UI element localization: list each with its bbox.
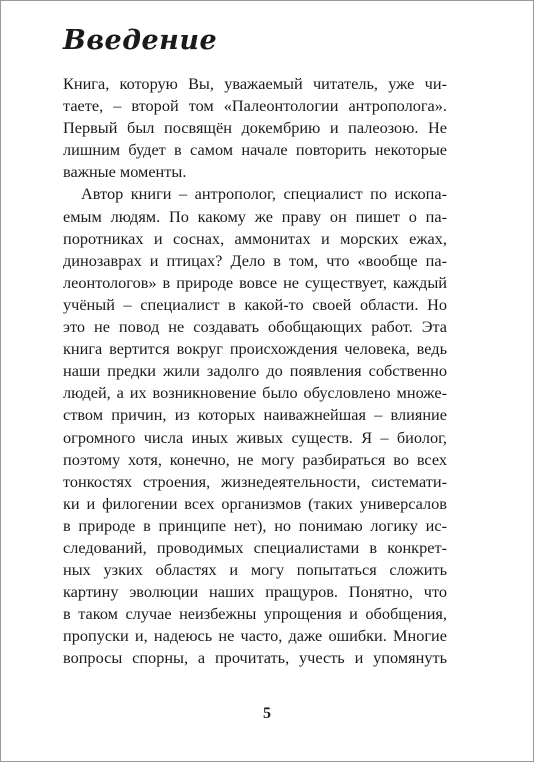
text-line: таете, – второй том «Палеонтологии антрополога». xyxy=(63,96,447,116)
text-line: емым людям. По какому же праву он пишет о па- xyxy=(63,206,447,226)
text-line: ством причин, из которых наиважнейшая – влияние xyxy=(63,405,447,425)
text-line: книга вертится вокруг происхождения человека, ведь xyxy=(63,339,447,359)
text-line: учёный – специалист в какой-то своей области. Но xyxy=(63,294,447,314)
chapter-heading: Введение xyxy=(63,25,218,56)
text-line: леонтологов» в природе вовсе не существует, каждый xyxy=(63,272,447,292)
text-line: это не повод не создавать обобщающих работ. Эта xyxy=(63,317,447,337)
body-text xyxy=(63,73,447,670)
text-line: вопросы спорны, а прочитать, учесть и упомянуть xyxy=(63,648,447,668)
text-line: важные моменты. xyxy=(63,162,187,182)
text-line: Автор книги – антрополог, специалист по ископа- xyxy=(81,184,447,204)
text-line: Первый был посвящён докембрию и палеозою. Не xyxy=(63,118,447,138)
text-line: пропуски и, надеюсь не часто, даже ошибки. Многие xyxy=(63,626,447,646)
text-line: лишним будет в самом начале повторить некоторые xyxy=(63,140,447,160)
text-line: динозаврах и птицах? Дело в том, что «вообще па- xyxy=(63,250,447,270)
text-line: картину эволюции наших пращуров. Понятно, что xyxy=(63,582,447,602)
text-line: огромного числа иных живых существ. Я – биолог, xyxy=(63,427,447,447)
text-line: наши предки жили задолго до появления собственно xyxy=(63,361,447,381)
text-line: следований, проводимых специалистами в конкрет- xyxy=(63,537,447,557)
text-line: в природе в принципе нет), но понимаю логику ис- xyxy=(63,515,447,535)
text-line: в таком случае неизбежны упрощения и обобщения, xyxy=(63,604,447,624)
text-line: поэтому хотя, конечно, не могу разбираться во всех xyxy=(63,449,447,469)
text-line: Книга, которую Вы, уважаемый читатель, уже чи- xyxy=(63,74,447,93)
page-number: 5 xyxy=(263,705,271,722)
text-line: поротниках и соснах, аммонитах и морских ежах, xyxy=(63,228,447,248)
text-line: тонкостях строения, жизнедеятельности, системати- xyxy=(63,471,447,491)
text-line: ки и филогении всех организмов (таких универсалов xyxy=(63,493,447,513)
text-line: людей, а их возникновение было обусловлено множе- xyxy=(63,383,447,403)
text-line: ных узких областях и могу попытаться сложить xyxy=(63,560,447,580)
